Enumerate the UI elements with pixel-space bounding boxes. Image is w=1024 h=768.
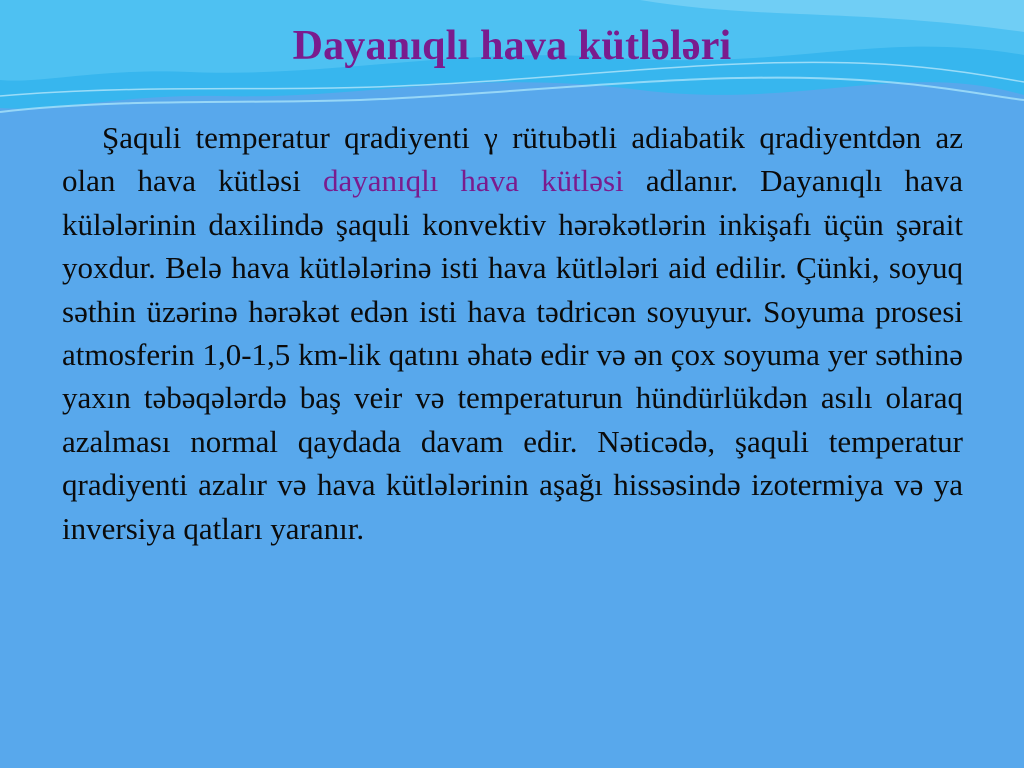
paragraph-text-part2: adlanır. Dayanıqlı hava külələrinin daxilində şaquli konvektiv hərəkətlərin inkişafı üçün şərait yoxdur. Belə hava kütlələrinə isti hava kütlələri aid edilir. Çünki, soyuq səthin üzərinə hərəkət edən isti hava tədricən soyuyur. Soyuma prosesi atmosferin 1,0-1,5 km-lik qatını əhatə edir və ən çox soyuma yer səthinə yaxın təbəqələrdə baş veir və temperaturun hündürlükdən asılı olaraq azalması normal qaydada davam edir. Nəticədə, şaquli temperatur qradiyenti azalır və hava kütlələrinin aşağı hissəsində izotermiya və ya inversiya qatları yaranır. — [62, 163, 963, 546]
slide-body-paragraph — [62, 116, 963, 550]
slide-title: Dayanıqlı hava kütlələri — [292, 23, 732, 69]
highlighted-term: dayanıqlı hava kütləsi — [322, 163, 624, 199]
paragraph-text-part1: Şaquli temperatur qradiyenti γ rütubətli adiabatik qradiyentdən az olan hava kütləsi — [62, 120, 963, 199]
